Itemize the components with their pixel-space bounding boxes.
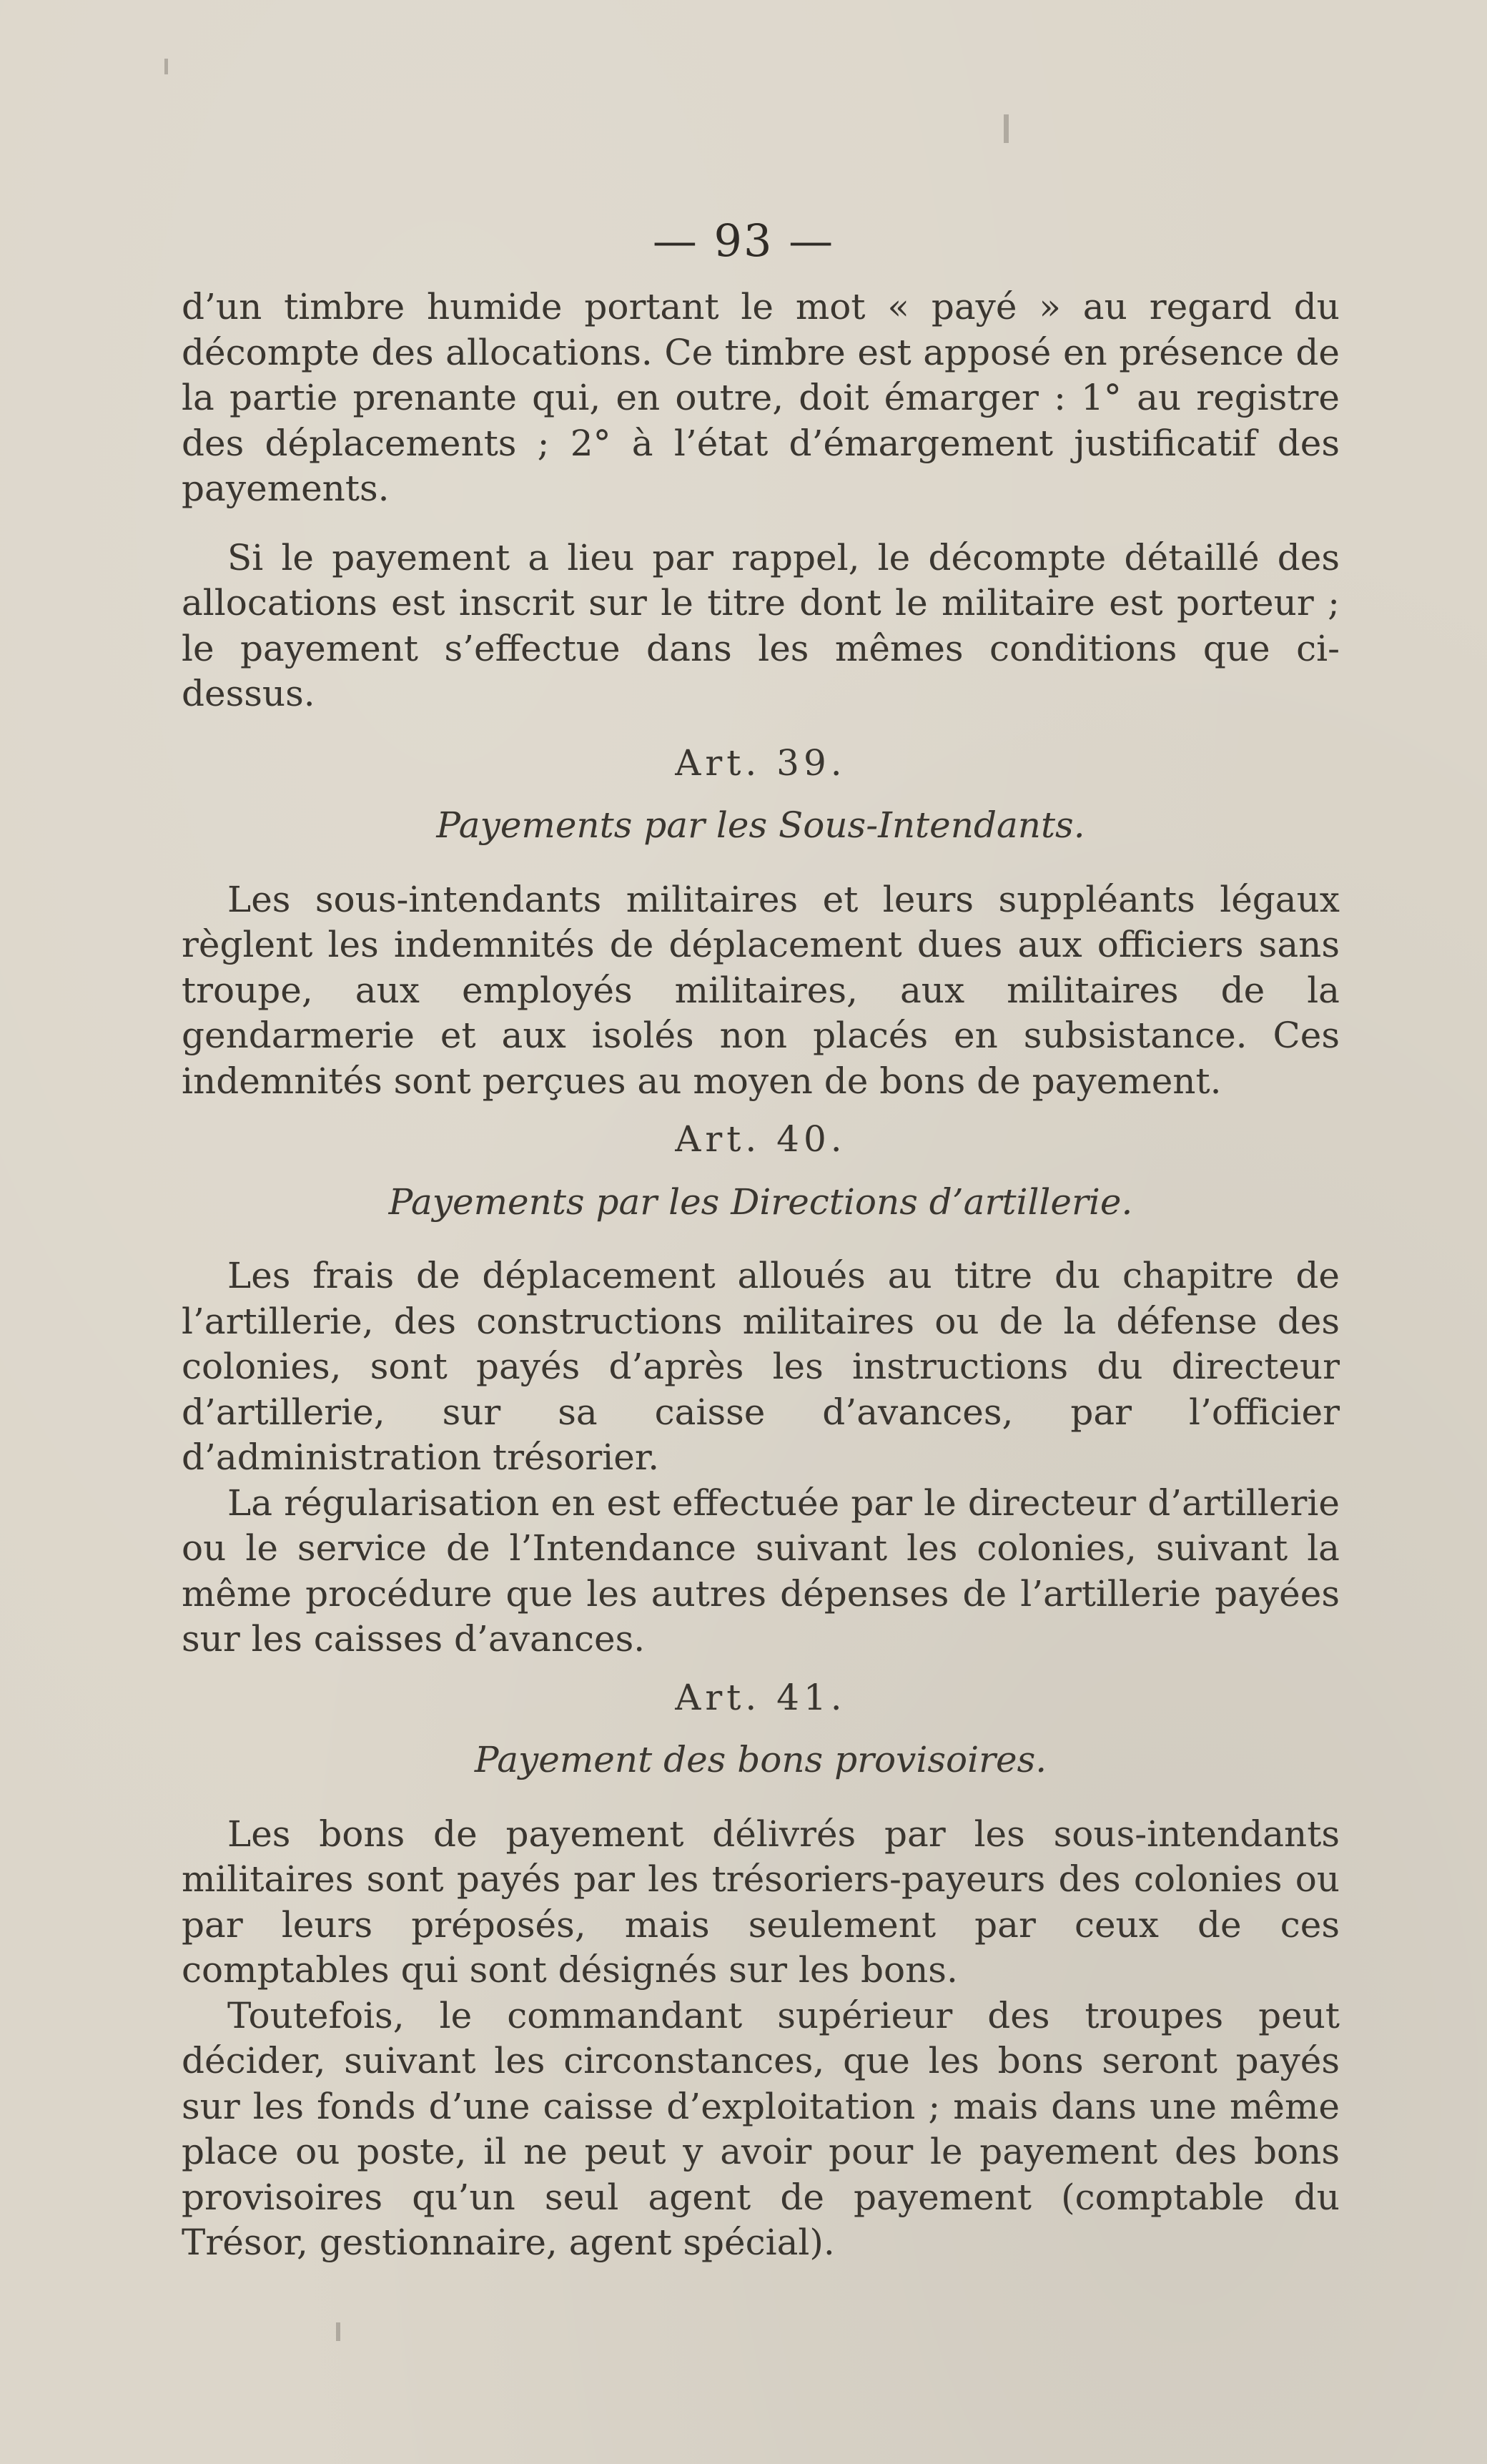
article-41-title: Payement des bons provisoires. bbox=[474, 1739, 1047, 1780]
paragraph-continuation: d’un timbre humide portant le mot « payé » au regard du décompte des allocations. Ce timbre est apposé en présence de la partie prenante qui, en outre, doit émarger : 1° au registre des déplacements ; 2° à l’état d’émargement justificatif des payements. bbox=[182, 286, 1340, 509]
article-40-paragraph-1: Les frais de déplacement alloués au titre du chapitre de l’artillerie, des constructions militaires ou de la défense des colonies, sont payés d’après les instructions du directeur d’artillerie, sur sa caisse d’avances, par l’officier d’administration trésorier. bbox=[182, 1255, 1340, 1478]
article-41-paragraph-2: Toutefois, le commandant supérieur des troupes peut décider, suivant les circonstances, que les bons seront payés sur les fonds d’une caisse d’exploitation ; mais dans une même place ou poste, il ne peut y avoir pour le payement des bons provisoires qu’un seul agent de payement (comptable du Trésor, gestionnaire, agent spécial). bbox=[182, 1994, 1340, 2263]
edge-speck-top-right bbox=[1004, 114, 1009, 143]
article-40-paragraph-2: La régularisation en est effectuée par le directeur d’artillerie ou le service de l’Intendance suivant les colonies, suivant la même procédure que les autres dépenses de l’artillerie payées sur les caisses d’avances. bbox=[182, 1482, 1340, 1660]
article-39-paragraph: Les sous-intendants militaires et leurs suppléants légaux règlent les indemnités de déplacement dues aux officiers sans troupe, aux employés militaires, aux militaires de la gendarmerie et aux isolés non placés en subsistance. Ces indemnités sont perçues au moyen de bons de payement. bbox=[182, 878, 1340, 1102]
article-40-heading: Art. 40. bbox=[675, 1118, 846, 1160]
page-number: — 93 — bbox=[652, 215, 835, 267]
body-text bbox=[182, 285, 1340, 2266]
article-39-heading: Art. 39. bbox=[675, 741, 846, 784]
article-41-paragraph-1: Les bons de payement délivrés par les sous-intendants militaires sont payés par les trésoriers-payeurs des colonies ou par leurs préposés, mais seulement par ceux de ces comptables qui sont désignés sur les bons. bbox=[182, 1813, 1340, 1991]
paragraph-rappel: Si le payement a lieu par rappel, le décompte détaillé des allocations est inscrit sur le titre dont le militaire est porteur ; le payement s’effectue dans les mêmes conditions que ci-dessus. bbox=[182, 536, 1340, 714]
article-39-title: Payements par les Sous-Intendants. bbox=[436, 804, 1085, 846]
article-40-title: Payements par les Directions d’artillerie. bbox=[388, 1181, 1133, 1223]
article-41-heading: Art. 41. bbox=[675, 1676, 846, 1718]
edge-speck-bottom bbox=[336, 2322, 340, 2341]
edge-speck-top-left bbox=[164, 59, 168, 74]
